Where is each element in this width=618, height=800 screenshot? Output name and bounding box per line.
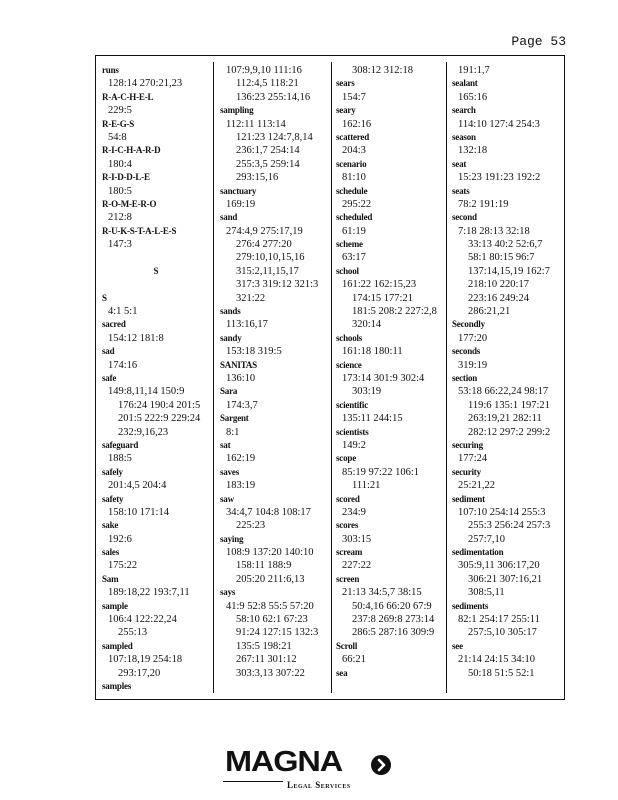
index-reference-continued: 91:24 127:15 132:3 bbox=[236, 627, 319, 639]
index-term: R-E-G-S bbox=[102, 118, 135, 129]
right-arrow-icon bbox=[371, 755, 391, 775]
index-term: SANITAS bbox=[220, 359, 257, 370]
index-reference: 135:11 244:15 bbox=[342, 413, 403, 425]
index-reference-continued: 263:19,21 282:11 bbox=[468, 413, 542, 425]
index-reference-continued: 181:5 208:2 227:2,8 bbox=[352, 306, 437, 318]
index-reference: 34:4,7 104:8 108:17 bbox=[226, 506, 311, 518]
index-reference-continued: 293:15,16 bbox=[236, 172, 279, 184]
index-term: safe bbox=[102, 372, 117, 383]
index-reference: 78:2 191:19 bbox=[458, 198, 509, 210]
index-reference-continued: 201:5 222:9 229:24 bbox=[118, 413, 201, 425]
index-term: R-A-C-H-E-L bbox=[102, 91, 154, 102]
index-reference: 54:8 bbox=[108, 131, 127, 143]
index-reference-continued: 276:4 277:20 bbox=[236, 239, 292, 251]
index-reference: 162:16 bbox=[342, 118, 372, 130]
index-term: sediment bbox=[452, 493, 485, 504]
index-reference: 85:19 97:22 106:1 bbox=[342, 466, 420, 478]
index-term: see bbox=[452, 640, 463, 651]
index-term: seat bbox=[452, 158, 467, 169]
index-reference: 319:19 bbox=[458, 359, 488, 371]
index-reference: 61:19 bbox=[342, 225, 366, 237]
index-reference-continued: 317:3 319:12 321:3 bbox=[236, 279, 319, 291]
index-reference: 107:10 254:14 255:3 bbox=[458, 506, 546, 518]
index-column-4 bbox=[452, 64, 562, 680]
column-separator bbox=[446, 62, 447, 693]
index-reference: 201:4,5 204:4 bbox=[108, 480, 167, 492]
index-reference: 82:1 254:17 255:11 bbox=[458, 614, 540, 626]
index-reference: 108:9 137:20 140:10 bbox=[226, 547, 314, 559]
index-reference: 305:9,11 306:17,20 bbox=[458, 560, 540, 572]
index-reference: 107:18,19 254:18 bbox=[108, 654, 183, 666]
index-reference-continued: 50:4,16 66:20 67:9 bbox=[352, 600, 432, 612]
column-separator bbox=[213, 62, 214, 693]
blank-line bbox=[102, 251, 210, 264]
index-reference: 183:19 bbox=[226, 480, 256, 492]
index-reference-continued: 308:5,11 bbox=[468, 587, 505, 599]
index-reference: 41:9 52:8 55:5 57:20 bbox=[226, 600, 314, 612]
index-reference: 4:1 5:1 bbox=[108, 306, 138, 318]
index-term: scope bbox=[336, 453, 356, 464]
index-reference-continued: 267:11 301:12 bbox=[236, 654, 297, 666]
index-term: scheduled bbox=[336, 212, 373, 223]
index-reference: 63:17 bbox=[342, 252, 366, 264]
index-reference-continued: 286:5 287:16 309:9 bbox=[352, 627, 435, 639]
index-reference-continued: 286:21,21 bbox=[468, 306, 511, 318]
index-reference: 25:21,22 bbox=[458, 480, 496, 492]
index-reference: 234:9 bbox=[342, 506, 366, 518]
index-term: Sara bbox=[220, 386, 238, 397]
index-reference-continued: 237:8 269:8 273:14 bbox=[352, 614, 435, 626]
index-column-1 bbox=[102, 64, 210, 693]
index-reference-continued: 321:22 bbox=[236, 292, 266, 304]
column-separator bbox=[331, 62, 332, 693]
index-reference: 303:15 bbox=[342, 533, 372, 545]
index-term: sears bbox=[336, 78, 355, 89]
index-reference: 153:18 319:5 bbox=[226, 346, 282, 358]
index-term: scream bbox=[336, 547, 363, 558]
index-term: seary bbox=[336, 105, 356, 116]
index-term: samples bbox=[102, 680, 132, 691]
index-reference: 7:18 28:13 32:18 bbox=[458, 225, 530, 237]
index-reference-continued: 279:10,10,15,16 bbox=[236, 252, 305, 264]
index-term: sample bbox=[102, 600, 128, 611]
index-column-2 bbox=[220, 64, 330, 680]
index-term: sedimentation bbox=[452, 547, 504, 558]
index-reference-continued: 158:11 188:9 bbox=[236, 560, 292, 572]
index-term: sanctuary bbox=[220, 185, 257, 196]
index-reference-continued: 255:3,5 259:14 bbox=[236, 158, 300, 170]
index-reference: 53:18 66:22,24 98:17 bbox=[458, 386, 549, 398]
index-reference-continued: 236:1,7 254:14 bbox=[236, 145, 300, 157]
index-reference: 107:9,9,10 111:16 bbox=[226, 65, 302, 76]
index-reference-continued: 315:2,11,15,17 bbox=[236, 265, 299, 277]
index-term: sales bbox=[102, 547, 120, 558]
index-reference: 149:2 bbox=[342, 439, 366, 451]
index-reference-continued: 137:14,15,19 162:7 bbox=[468, 265, 550, 277]
index-term: science bbox=[336, 359, 362, 370]
index-reference: 114:10 127:4 254:3 bbox=[458, 118, 540, 130]
index-term: section bbox=[452, 372, 478, 383]
index-reference: 8:1 bbox=[226, 426, 240, 438]
index-term: safety bbox=[102, 493, 124, 504]
index-term: saw bbox=[220, 493, 234, 504]
index-reference-continued: 58:10 62:1 67:23 bbox=[236, 614, 308, 626]
index-term: R-I-D-D-L-E bbox=[102, 172, 150, 183]
index-reference: 169:19 bbox=[226, 198, 256, 210]
index-reference: 165:16 bbox=[458, 91, 488, 103]
index-term: scientists bbox=[336, 426, 369, 437]
index-reference: 149:8,11,14 150:9 bbox=[108, 386, 185, 398]
index-term: says bbox=[220, 587, 236, 598]
index-reference: 192:6 bbox=[108, 533, 132, 545]
index-term: runs bbox=[102, 65, 119, 75]
index-term: Sam bbox=[102, 573, 119, 584]
index-reference-continued: 257:7,10 bbox=[468, 533, 506, 545]
index-reference: 147:3 bbox=[108, 239, 132, 251]
index-reference: 154:12 181:8 bbox=[108, 332, 164, 344]
index-reference: 112:11 113:14 bbox=[226, 118, 286, 130]
index-term: schools bbox=[336, 332, 363, 343]
index-reference: 15:23 191:23 192:2 bbox=[458, 172, 541, 184]
index-term: second bbox=[452, 212, 477, 223]
index-reference-continued: 223:16 249:24 bbox=[468, 292, 529, 304]
index-reference-continued: 303:3,13 307:22 bbox=[236, 667, 305, 679]
index-term: schedule bbox=[336, 185, 368, 196]
index-term: season bbox=[452, 131, 476, 142]
index-reference: 81:10 bbox=[342, 172, 366, 184]
index-term: scattered bbox=[336, 131, 370, 142]
index-term: R-O-M-E-R-O bbox=[102, 198, 157, 209]
index-term: S bbox=[102, 292, 107, 303]
index-term: scheme bbox=[336, 239, 363, 250]
index-reference-continued: 293:17,20 bbox=[118, 667, 161, 679]
index-term: sands bbox=[220, 306, 241, 317]
index-term: sat bbox=[220, 439, 231, 450]
index-term: scientific bbox=[336, 399, 368, 410]
index-reference-continued: 205:20 211:6,13 bbox=[236, 573, 305, 585]
index-reference: 66:21 bbox=[342, 654, 366, 666]
index-term: school bbox=[336, 265, 359, 276]
index-reference: 212:8 bbox=[108, 212, 132, 224]
index-reference: 158:10 171:14 bbox=[108, 506, 169, 518]
index-reference: 191:1,7 bbox=[458, 65, 490, 76]
section-letter: S bbox=[153, 265, 159, 276]
index-column-3 bbox=[336, 64, 440, 680]
index-reference: 106:4 122:22,24 bbox=[108, 614, 177, 626]
index-term: securing bbox=[452, 439, 483, 450]
index-reference-continued: 174:15 177:21 bbox=[352, 292, 413, 304]
index-reference-continued: 282:12 297:2 299:2 bbox=[468, 426, 551, 438]
index-term: security bbox=[452, 466, 481, 477]
index-term: Secondly bbox=[452, 319, 485, 330]
magna-logo bbox=[223, 746, 398, 792]
index-term: sad bbox=[102, 346, 115, 357]
logo-wordmark: MAGNA bbox=[225, 746, 343, 778]
index-term: saves bbox=[220, 466, 239, 477]
index-term: Sargent bbox=[220, 413, 249, 424]
index-reference: 132:18 bbox=[458, 145, 488, 157]
index-reference: 177:24 bbox=[458, 453, 488, 465]
index-reference-continued: 303:19 bbox=[352, 386, 382, 398]
blank-line bbox=[102, 278, 210, 291]
index-term: screen bbox=[336, 573, 360, 584]
index-reference-continued: 225:23 bbox=[236, 520, 266, 532]
index-reference-continued: 136:23 255:14,16 bbox=[236, 91, 311, 103]
index-reference: 174:16 bbox=[108, 359, 138, 371]
page-number: Page 53 bbox=[511, 34, 566, 49]
index-reference-continued: 121:23 124:7,8,14 bbox=[236, 131, 313, 143]
index-reference: 175:22 bbox=[108, 560, 138, 572]
index-reference-continued: 232:9,16,23 bbox=[118, 426, 169, 438]
index-term: sea bbox=[336, 667, 348, 678]
index-reference: 274:4,9 275:17,19 bbox=[226, 225, 303, 237]
index-reference-continued: 112:4,5 118:21 bbox=[236, 78, 299, 90]
index-term: sandy bbox=[220, 332, 242, 343]
index-term: R-I-C-H-A-R-D bbox=[102, 145, 161, 156]
index-reference-continued: 33:13 40:2 52:6,7 bbox=[468, 239, 543, 251]
index-reference-continued: 111:21 bbox=[352, 480, 381, 492]
index-term: scenario bbox=[336, 158, 367, 169]
index-term: scores bbox=[336, 520, 359, 531]
index-reference-continued: 135:5 198:21 bbox=[236, 640, 292, 652]
index-reference-continued: 306:21 307:16,21 bbox=[468, 573, 543, 585]
index-reference: 136:10 bbox=[226, 372, 256, 384]
index-term: scored bbox=[336, 493, 360, 504]
index-reference: 180:5 bbox=[108, 185, 132, 197]
index-term: search bbox=[452, 105, 476, 116]
index-reference: 177:20 bbox=[458, 332, 488, 344]
index-term: seats bbox=[452, 185, 470, 196]
index-term: sacred bbox=[102, 319, 126, 330]
index-reference-continued: 218:10 220:17 bbox=[468, 279, 529, 291]
index-term: safeguard bbox=[102, 439, 139, 450]
index-reference-continued: 257:5,10 305:17 bbox=[468, 627, 537, 639]
index-reference: 295:22 bbox=[342, 198, 372, 210]
index-term: sediments bbox=[452, 600, 489, 611]
index-reference: 180:4 bbox=[108, 158, 132, 170]
index-reference: 21:13 34:5,7 38:15 bbox=[342, 587, 422, 599]
index-reference-continued: 176:24 190:4 201:5 bbox=[118, 399, 201, 411]
index-reference: 21:14 24:15 34:10 bbox=[458, 654, 536, 666]
index-box bbox=[95, 55, 565, 700]
index-term: sand bbox=[220, 212, 238, 223]
index-term: saying bbox=[220, 533, 244, 544]
index-reference: 161:18 180:11 bbox=[342, 346, 403, 358]
index-term: R-U-K-S-T-A-L-E-S bbox=[102, 225, 177, 236]
index-reference: 227:22 bbox=[342, 560, 372, 572]
index-reference-continued: 119:6 135:1 197:21 bbox=[468, 399, 550, 411]
index-reference: 154:7 bbox=[342, 91, 366, 103]
index-reference: 174:3,7 bbox=[226, 399, 258, 411]
index-term: sake bbox=[102, 520, 119, 531]
index-reference-continued: 58:1 80:15 96:7 bbox=[468, 252, 535, 264]
index-reference: 188:5 bbox=[108, 453, 132, 465]
index-reference: 189:18,22 193:7,11 bbox=[108, 587, 190, 599]
index-reference-continued: 320:14 bbox=[352, 319, 382, 331]
index-term: sampled bbox=[102, 640, 133, 651]
index-term: sealant bbox=[452, 78, 478, 89]
index-term: sampling bbox=[220, 105, 254, 116]
logo-subtitle: Legal Services bbox=[287, 780, 351, 790]
index-reference-continued: 255:3 256:24 257:3 bbox=[468, 520, 551, 532]
index-term: safely bbox=[102, 466, 123, 477]
index-reference: 161:22 162:15,23 bbox=[342, 279, 417, 291]
index-term: seconds bbox=[452, 346, 481, 357]
logo-rule bbox=[223, 781, 283, 782]
index-reference: 204:3 bbox=[342, 145, 366, 157]
index-reference: 128:14 270:21,23 bbox=[108, 78, 183, 90]
index-term: Scroll bbox=[336, 640, 358, 651]
index-reference: 162:19 bbox=[226, 453, 256, 465]
index-reference: 229:5 bbox=[108, 105, 132, 117]
index-reference: 173:14 301:9 302:4 bbox=[342, 372, 425, 384]
index-reference-continued: 255:13 bbox=[118, 627, 148, 639]
index-reference-continued: 50:18 51:5 52:1 bbox=[468, 667, 535, 679]
index-reference: 113:16,17 bbox=[226, 319, 268, 331]
index-reference-continued: 308:12 312:18 bbox=[352, 65, 413, 76]
